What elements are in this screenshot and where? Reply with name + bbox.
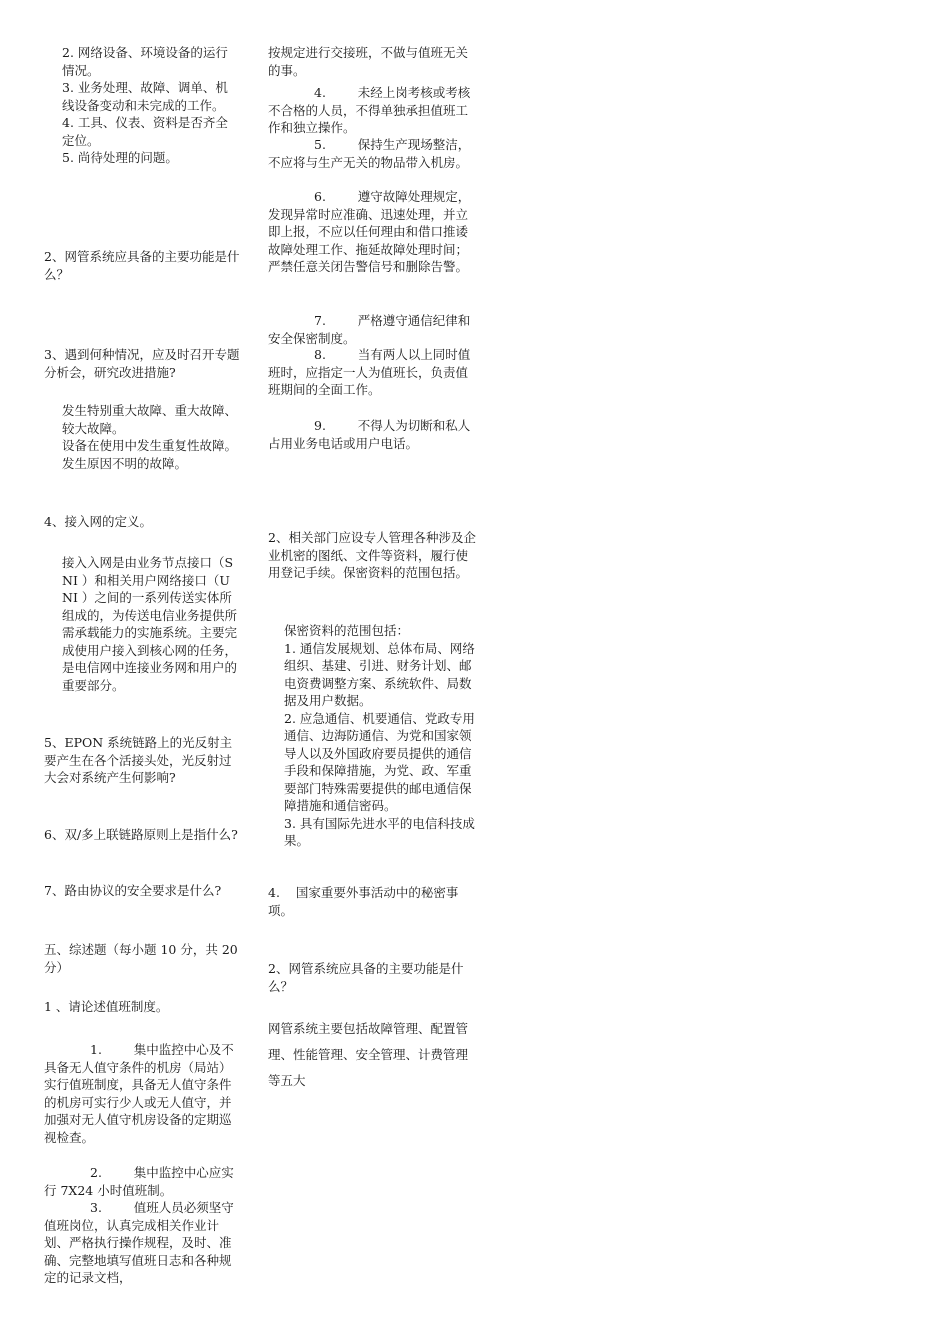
q3-answer-list — [44, 402, 240, 472]
section-5-heading: 五、综述题（每小题 10 分，共 20 分） — [44, 942, 238, 975]
nms-answer: 网管系统主要包括故障管理、配置管理、性能管理、安全管理、计费管理等五大 — [268, 1021, 469, 1088]
secret-scope-intro: 保密资料的范围包括： — [284, 623, 410, 638]
nms-question: 2、网管系统应具备的主要功能是什么？ — [268, 961, 464, 994]
duty-item: 3. 值班人员必须坚守值班岗位，认真完成相关作业计划、严格执行操作规程，及时、准确、完整地填写值班日志和各种规定的记录文档， — [44, 1200, 234, 1285]
duty-item: 1. 集中监控中心及不具备无人值守条件的机房（局站）实行值班制度，具备无人值守条件的机房可实行少人或无人值守，并加强对无人值守机房设备的定期巡视检查。 — [44, 1042, 234, 1145]
duty-item: 4. 未经上岗考核或考核不合格的人员，不得单独承担值班工作和独立操作。 — [268, 85, 471, 135]
ops-item: 3. 业务处理、故障、调单、机线设备变动和未完成的工作。 — [62, 80, 228, 113]
secret-scope-item-4: 4. 国家重要外事活动中的秘密事项。 — [268, 885, 459, 918]
secret-scope-item: 1. 通信发展规划、总体布局、网络组织、基建、引进、财务计划、邮电资费调整方案、系统软件、局数据及用户数据。 — [284, 640, 475, 708]
duty-continued: 按规定进行交接班，不做与值班无关的事。 — [268, 45, 469, 78]
q3-answer-item: 发生原因不明的故障。 — [62, 455, 188, 471]
question-7: 7、路由协议的安全要求是什么? — [44, 883, 222, 898]
duty-item: 7. 严格遵守通信纪律和安全保密制度。 — [268, 313, 471, 346]
question-2: 2、网管系统应具备的主要功能是什么？ — [44, 249, 240, 282]
duty-item: 6. 遵守故障处理规定，发现异常时应准确、迅速处理，并立即上报，不应以任何理由和借口推诿故障处理工作、拖延故障处理时间；严禁任意关闭告警信号和删除告警。 — [268, 189, 471, 274]
question-5: 5、EPON 系统链路上的光反射主要产生在各个活接头处，光反射过大会对系统产生何影响? — [44, 735, 233, 785]
duty-item: 9. 不得人为切断和私人占用业务电话或用户电话。 — [268, 418, 471, 451]
section-5-question-1: 1 、请论述值班制度。 — [44, 999, 169, 1014]
section-5-question-2: 2、相关部门应设专人管理各种涉及企业机密的图纸、文件等资料，履行使用登记手续。保密资料的范围包括。 — [268, 530, 476, 580]
q4-answer: 接入入网是由业务节点接口（SNI ）和相关用户网络接口（UNI ）之间的一系列传送实体所组成的，为传送电信业务提供所需承载能力的实施系统。主要完成使用户接入到核心网的任务，是电信网中连接业务网和用户的重要部分。 — [62, 555, 238, 693]
secret-scope-item: 2. 应急通信、机要通信、党政专用通信、边海防通信、为党和国家领导人以及外国政府要员提供的通信手段和保障措施，为党、政、军重要部门特殊需要提供的邮电通信保障措施和通信密码。 — [284, 710, 475, 813]
ops-item: 5. 尚待处理的问题。 — [62, 150, 178, 165]
q3-answer-item: 发生特别重大故障、重大故障、较大故障。 — [62, 403, 238, 436]
q3-answer-item: 设备在使用中发生重复性故障。 — [62, 438, 238, 453]
duty-item: 5. 保持生产现场整洁，不应将与生产无关的物品带入机房。 — [268, 137, 471, 170]
duty-item: 8. 当有两人以上同时值班时，应指定一人为值班长，负责值班期间的全面工作。 — [268, 347, 471, 397]
ops-item: 2. 网络设备、环境设备的运行情况。 — [62, 45, 228, 78]
ops-item: 4. 工具、仪表、资料是否齐全定位。 — [62, 115, 228, 148]
question-4: 4、接入网的定义。 — [44, 514, 152, 529]
question-6: 6、双/多上联链路原则上是指什么? — [44, 827, 238, 842]
secret-scope-item: 3. 具有国际先进水平的电信科技成果。 — [284, 815, 475, 848]
secret-scope-list — [268, 622, 478, 850]
ops-item-list — [44, 44, 240, 167]
duty-item: 2. 集中监控中心应实行 7X24 小时值班制。 — [44, 1165, 234, 1198]
question-3: 3、遇到何种情况，应及时召开专题分析会，研究改进措施? — [44, 347, 240, 380]
